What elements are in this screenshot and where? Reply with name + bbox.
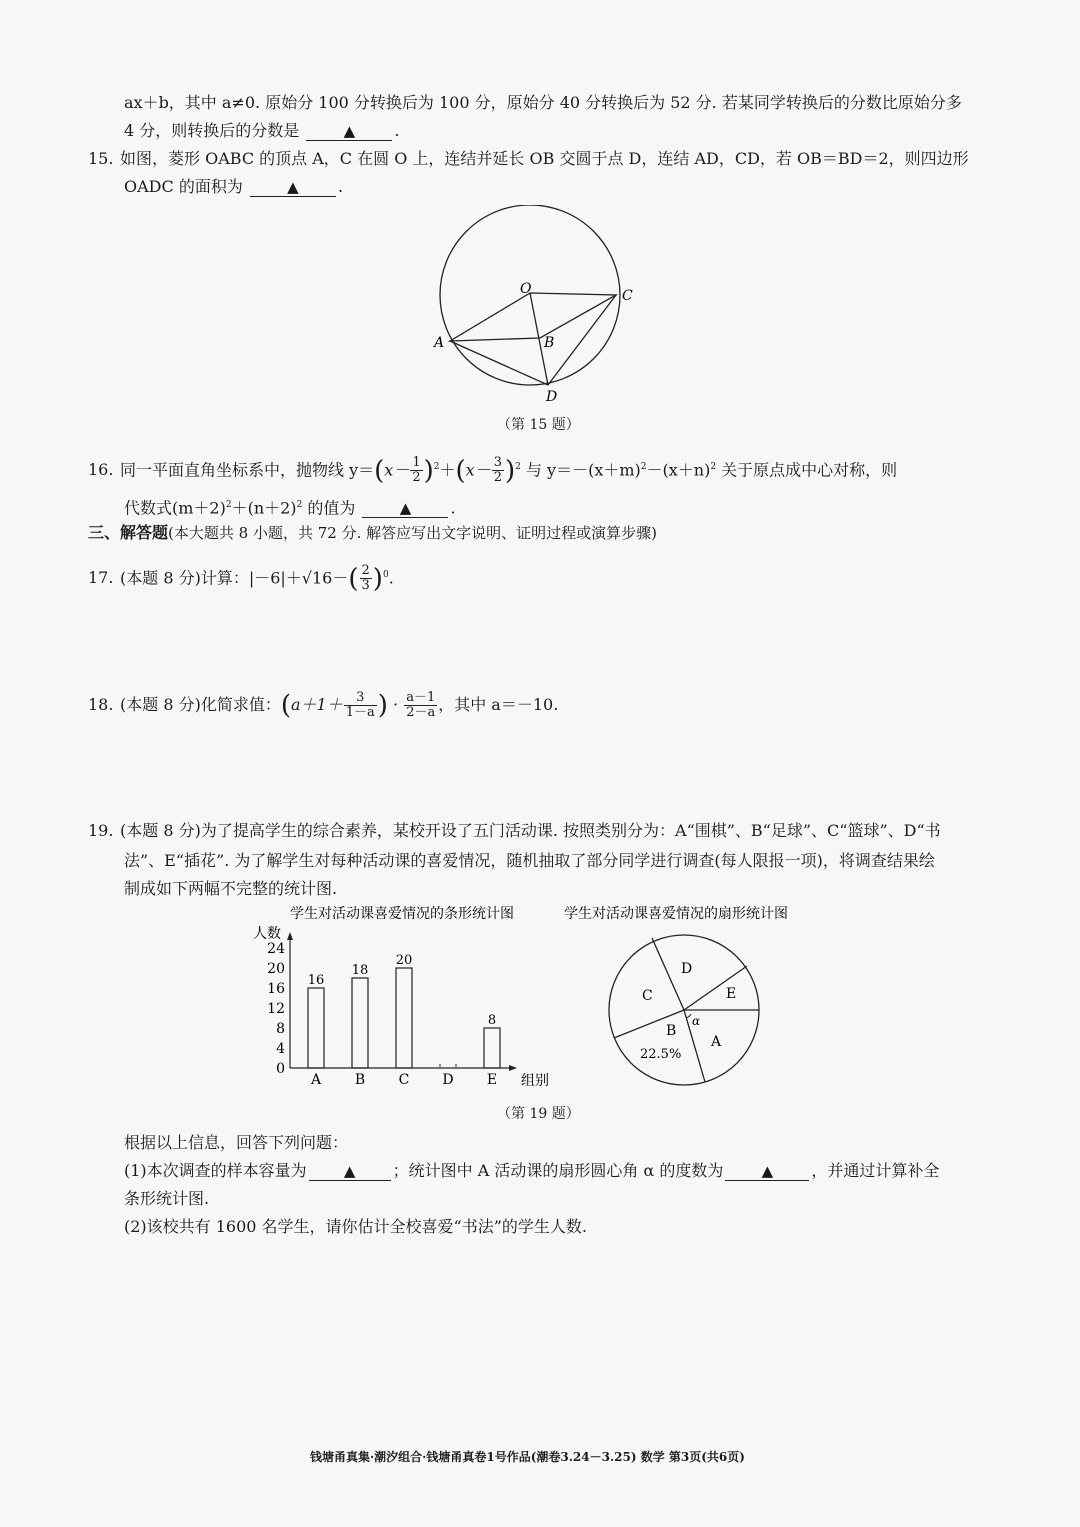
- y-tick-label: 24: [267, 941, 285, 957]
- bar-chart: [245, 900, 575, 1095]
- paren-right: ): [423, 455, 434, 486]
- q14-line2: [124, 120, 399, 142]
- angle-arc: [686, 1014, 691, 1018]
- fraction-2-3: [360, 564, 372, 593]
- q15-caption: （第 15 题）: [497, 417, 580, 433]
- q19-angle-blank[interactable]: [725, 1162, 809, 1181]
- pie-divider-de: [684, 966, 747, 1010]
- label-d: D: [546, 389, 558, 405]
- bar-data-label-a: 16: [307, 973, 325, 988]
- y-tick-label: 8: [276, 1021, 285, 1037]
- q19-part1: [124, 1160, 939, 1182]
- pie-chart: [560, 900, 830, 1090]
- q18-pre: (本题 8 分)化简求值：: [120, 695, 281, 714]
- numerator: 3: [493, 455, 502, 471]
- segment-cd: [548, 295, 616, 385]
- numerator: 1: [412, 455, 421, 471]
- q16-mid2: －(x＋n): [646, 460, 711, 480]
- q16-expr-a: 代数式(m＋2): [124, 498, 226, 518]
- q16-mid: 与 y＝－(x＋m): [520, 460, 641, 480]
- q19-number: 19.: [88, 821, 114, 840]
- q19-text1: (本题 8 分)为了提高学生的综合素养，某校开设了五门活动课. 按照类别分为：A“围棋”、B“足球”、C“篮球”、D“书: [120, 821, 941, 840]
- q15-line1: [88, 148, 969, 170]
- q18-a1: a＋1＋: [291, 695, 343, 714]
- y-axis-label: 人数: [253, 926, 281, 942]
- bar-b: [352, 978, 368, 1068]
- q14-line1: ax＋b，其中 a≠0. 原始分 100 分转换后为 100 分，原始分 40 分转换后为 52 分. 若某同学转换后的分数比原始分多: [124, 93, 962, 112]
- q15-figure: [420, 205, 660, 415]
- segment-ad: [450, 341, 548, 385]
- q16-line1: [88, 452, 897, 486]
- q17-pre: (本题 8 分)计算：|－6|＋√16－: [120, 568, 349, 588]
- q19-caption: （第 19 题）: [497, 1106, 580, 1122]
- q15-answer-blank[interactable]: [250, 178, 336, 197]
- rhombus-oabc: [450, 293, 616, 341]
- q19-line3: 制成如下两幅不完整的统计图.: [124, 879, 338, 898]
- fraction-a-over: [404, 691, 437, 720]
- pie-label-e: E: [726, 986, 737, 1002]
- q15-text2: OADC 的面积为: [124, 177, 243, 196]
- q19-info: 根据以上信息，回答下列问题：: [124, 1133, 349, 1152]
- denominator: 2: [493, 470, 502, 486]
- x-axis-arrow: [509, 1065, 517, 1071]
- pie-chart-title: 学生对活动课喜爱情况的扇形统计图: [564, 906, 788, 922]
- q14-end: .: [394, 121, 400, 140]
- label-b: B: [544, 335, 555, 351]
- pie-label-b: B: [666, 1023, 677, 1039]
- paren-left: (: [455, 455, 466, 486]
- y-tick-label: 0: [276, 1061, 285, 1077]
- q17-number: 17.: [88, 568, 114, 588]
- bar-data-label-e: 8: [487, 1013, 497, 1028]
- triangle-icon: ▲: [287, 178, 299, 196]
- q16-expr-b: ＋(n＋2): [231, 498, 297, 518]
- page-footer: 钱塘甬真集·潮汐组合·钱塘甬真卷1号作品(潮卷3.24－3.25) 数学 第3页(共6页): [310, 1450, 745, 1464]
- q16-number: 16.: [88, 460, 114, 480]
- q18-post: ，其中 a＝－10.: [438, 695, 559, 714]
- q19-sample-blank[interactable]: [309, 1162, 391, 1181]
- q19-p1c: ，并通过计算补全: [811, 1161, 940, 1180]
- bar-a: [308, 988, 324, 1068]
- q17-end: .: [388, 568, 394, 588]
- exp: 2: [710, 462, 717, 472]
- dot: ·: [387, 695, 404, 714]
- q15-line2: [124, 176, 343, 198]
- q16-pre: 同一平面直角坐标系中，抛物线 y＝: [120, 460, 375, 480]
- q16-expr-c: 的值为: [302, 498, 356, 518]
- q14-text: 4 分，则转换后的分数是: [124, 121, 300, 140]
- paren-left: (: [280, 690, 291, 721]
- pie-label-c: C: [642, 988, 653, 1004]
- bar-data-label-c: 20: [395, 953, 413, 968]
- label-o: O: [520, 281, 532, 297]
- fraction-1-2: [410, 456, 422, 485]
- pie-divider-cd: [652, 938, 684, 1010]
- triangle-icon: ▲: [343, 1162, 356, 1180]
- numerator: 2: [361, 563, 370, 579]
- section3-desc: (本大题共 8 小题，共 72 分. 解答应写出文字说明、证明过程或演算步骤): [168, 524, 657, 542]
- exp: 2: [515, 462, 521, 472]
- denominator: 2: [412, 470, 421, 486]
- exp: 2: [296, 500, 303, 510]
- x-axis-label: 组别: [521, 1073, 549, 1089]
- section3-title: 三、解答题: [88, 523, 169, 542]
- q19-p1b: ；统计图中 A 活动课的扇形圆心角 α 的度数为: [392, 1161, 724, 1180]
- plus: ＋: [439, 460, 456, 480]
- q14-answer-blank[interactable]: [306, 122, 392, 141]
- q16-x1: x－: [384, 460, 410, 480]
- section3-heading: [88, 522, 657, 544]
- q19-part2: (2)该校共有 1600 名学生，请你估计全校喜爱“书法”的学生人数.: [124, 1217, 588, 1236]
- exp: 2: [225, 500, 232, 510]
- pie-angle-label: α: [692, 1014, 701, 1028]
- bar-chart-title: 学生对活动课喜爱情况的条形统计图: [290, 906, 514, 922]
- paren-right: ): [372, 563, 383, 594]
- y-tick-label: 20: [267, 961, 285, 977]
- denominator: 1－a: [345, 705, 375, 720]
- paren-right: ): [504, 455, 516, 486]
- numerator: a－1: [406, 690, 436, 705]
- exp: 2: [640, 462, 647, 472]
- q18-line: [88, 690, 558, 721]
- q15-text: 如图，菱形 OABC 的顶点 A，C 在圆 O 上，连结并延长 OB 交圆于点 D，连结 AD，CD，若 OB＝BD＝2，则四边形: [120, 149, 969, 168]
- q17-line: [88, 560, 394, 594]
- pie-b-percent: 22.5%: [640, 1047, 682, 1062]
- q19-part1-cont: 条形统计图.: [124, 1189, 210, 1208]
- q16-end: .: [450, 498, 456, 518]
- triangle-icon: ▲: [399, 499, 412, 518]
- fraction-3-2: [492, 456, 504, 485]
- x-tick-label-d: D: [442, 1072, 454, 1088]
- y-axis-arrow: [287, 932, 293, 940]
- bar-data-label-b: 18: [351, 963, 369, 978]
- y-tick-label: 12: [267, 1001, 285, 1017]
- x-tick-label-a: A: [310, 1072, 322, 1088]
- paren-left: (: [348, 563, 359, 594]
- label-c: C: [622, 288, 633, 304]
- y-tick-label: 4: [276, 1041, 285, 1057]
- q19-p1a: (1)本次调查的样本容量为: [124, 1161, 307, 1180]
- pie-label-d: D: [681, 961, 693, 977]
- q19-line1: [88, 820, 941, 842]
- bar-c: [396, 968, 412, 1068]
- triangle-icon: ▲: [761, 1162, 774, 1180]
- label-a: A: [434, 335, 445, 351]
- paren-left: (: [374, 455, 385, 486]
- x-tick-label-b: B: [354, 1072, 366, 1088]
- q16-line2: [124, 494, 456, 519]
- x-tick-label-c: C: [398, 1072, 410, 1088]
- triangle-icon: ▲: [343, 122, 356, 140]
- q15-number: 15.: [88, 149, 114, 168]
- fraction-3-over: [344, 691, 377, 720]
- q19-line2: 法”、E“插花”. 为了解学生对每种活动课的喜爱情况，随机抽取了部分同学进行调查(每人限报一项)，将调查结果绘: [124, 851, 935, 870]
- exp: 0: [382, 570, 389, 580]
- q16-answer-blank[interactable]: [362, 499, 448, 518]
- pie-label-a: A: [711, 1034, 722, 1050]
- x-tick-label-e: E: [486, 1072, 498, 1088]
- denominator: 3: [361, 578, 370, 594]
- q16-post: 关于原点成中心对称，则: [716, 460, 898, 480]
- y-tick-label: 16: [267, 981, 285, 997]
- denominator: 2－a: [406, 705, 436, 720]
- paren-right: ): [377, 690, 388, 721]
- numerator: 3: [344, 691, 377, 706]
- q16-x2: x－: [465, 460, 491, 480]
- exp: 2: [433, 462, 440, 472]
- q15-end: .: [337, 177, 344, 196]
- q18-number: 18.: [88, 695, 114, 714]
- bar-e: [484, 1028, 500, 1068]
